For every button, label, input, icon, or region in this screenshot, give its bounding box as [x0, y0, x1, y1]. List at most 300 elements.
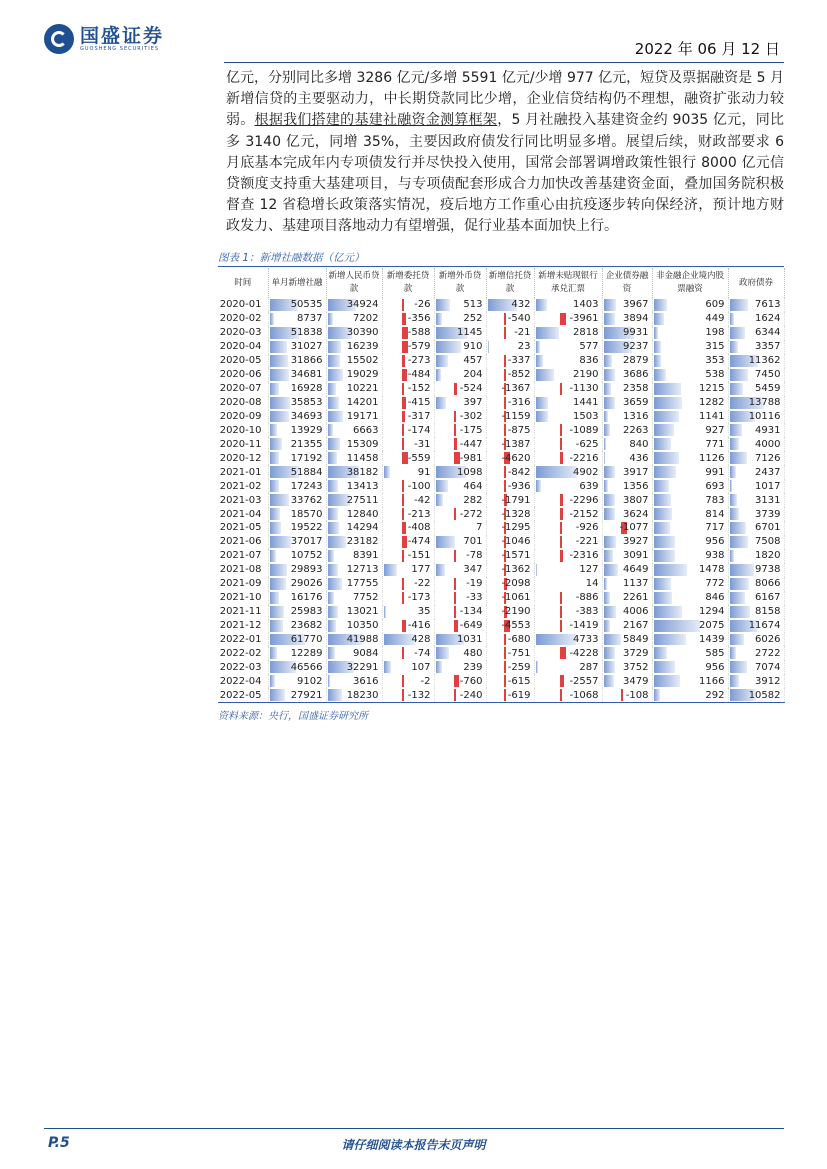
cell-value: 16239 [346, 341, 379, 353]
cell-value: 239 [463, 661, 483, 673]
cell-value: -484 [407, 369, 431, 381]
value-cell [652, 437, 728, 451]
cell-value: -1046 [501, 536, 531, 548]
cell-value: -152 [407, 383, 431, 395]
negative-data-bar [402, 675, 404, 687]
cell-value: 34681 [290, 369, 323, 381]
value-cell [486, 465, 534, 479]
data-bar [604, 620, 611, 632]
value-cell [486, 326, 534, 340]
cell-value: 449 [705, 313, 725, 325]
date-cell: 2022-05 [218, 688, 268, 702]
cell-value: 5849 [623, 633, 649, 645]
value-cell [434, 507, 486, 521]
value-cell [268, 465, 326, 479]
data-bar [654, 536, 675, 548]
negative-data-bar [402, 438, 404, 450]
value-cell [326, 465, 382, 479]
value-cell [652, 633, 728, 647]
data-bar [536, 369, 555, 381]
value-cell [534, 605, 602, 619]
date-cell: 2021-07 [218, 549, 268, 563]
data-bar [654, 564, 687, 576]
data-bar [270, 647, 277, 659]
column-header: 单月新增社融 [268, 268, 326, 298]
disclaimer-note: 请仔细阅读本报告末页声明 [341, 1138, 486, 1152]
cell-value: -852 [507, 369, 531, 381]
value-cell [434, 521, 486, 535]
value-cell [602, 382, 652, 396]
data-bar [730, 299, 749, 311]
value-cell [728, 563, 784, 577]
date-cell: 2021-01 [218, 465, 268, 479]
cell-value: -356 [407, 313, 431, 325]
negative-data-bar [402, 578, 404, 590]
table-row [218, 660, 784, 674]
cell-value: -317 [407, 410, 431, 422]
cell-value: 3131 [755, 494, 781, 506]
data-bar [536, 411, 549, 423]
value-cell [728, 368, 784, 382]
value-cell [268, 633, 326, 647]
negative-data-bar [504, 313, 506, 325]
data-bar [270, 452, 280, 464]
cell-value: 7508 [755, 536, 781, 548]
cell-value: 14 [585, 578, 599, 590]
cell-value: -1362 [501, 564, 531, 576]
cell-value: 8737 [297, 313, 323, 325]
data-bar [270, 369, 290, 381]
value-cell [602, 368, 652, 382]
cell-value: 31866 [290, 355, 323, 367]
cell-value: -1061 [501, 592, 531, 604]
cell-value: 956 [705, 536, 725, 548]
value-cell [652, 312, 728, 326]
value-cell [602, 423, 652, 437]
value-cell [652, 660, 728, 674]
value-cell [486, 340, 534, 354]
negative-data-bar [454, 508, 456, 520]
table-row [218, 605, 784, 619]
value-cell [652, 591, 728, 605]
cell-value: 7202 [353, 313, 379, 325]
negative-data-bar [402, 327, 408, 339]
data-bar [488, 341, 490, 353]
cell-value: 10116 [748, 410, 781, 422]
value-cell [534, 368, 602, 382]
negative-data-bar [560, 620, 562, 632]
table-row [218, 354, 784, 368]
cell-value: 3091 [623, 550, 649, 562]
negative-data-bar [454, 578, 456, 590]
value-cell [652, 563, 728, 577]
table-row [218, 326, 784, 340]
cell-value: -134 [459, 606, 483, 618]
data-bar [270, 438, 282, 450]
value-cell [268, 660, 326, 674]
date-cell: 2020-10 [218, 423, 268, 437]
value-cell [434, 326, 486, 340]
value-cell [534, 591, 602, 605]
cell-value: -875 [507, 424, 531, 436]
value-cell [486, 396, 534, 410]
data-bar [328, 355, 341, 367]
header-divider [224, 62, 784, 63]
value-cell [652, 619, 728, 633]
cell-value: 2263 [623, 424, 649, 436]
cell-value: 61770 [290, 633, 323, 645]
cell-value: 1137 [623, 578, 649, 590]
negative-data-bar [560, 550, 563, 562]
cell-value: 9084 [353, 647, 379, 659]
value-cell [434, 382, 486, 396]
negative-data-bar [454, 675, 459, 687]
value-cell [652, 674, 728, 688]
cell-value: -649 [459, 620, 483, 632]
cell-value: 3752 [623, 661, 649, 673]
value-cell [728, 423, 784, 437]
cell-value: 840 [629, 438, 649, 450]
cell-value: 17243 [290, 480, 323, 492]
cell-value: 6167 [755, 592, 781, 604]
cell-value: 783 [705, 494, 725, 506]
data-bar [328, 647, 335, 659]
value-cell [728, 465, 784, 479]
value-cell [326, 368, 382, 382]
cell-value: -588 [407, 327, 431, 339]
cell-value: 35853 [290, 397, 323, 409]
date-cell: 2020-04 [218, 340, 268, 354]
logo-text: 国盛证券 [80, 24, 165, 47]
value-cell [602, 479, 652, 493]
value-cell [326, 451, 382, 465]
value-cell [534, 619, 602, 633]
body-paragraph [226, 68, 784, 238]
value-cell [434, 368, 486, 382]
cell-value: 7126 [755, 452, 781, 464]
cell-value: 14294 [346, 522, 379, 534]
negative-data-bar [402, 647, 404, 659]
data-bar [730, 369, 748, 381]
cell-value: -240 [459, 689, 483, 701]
cell-value: -3961 [569, 313, 599, 325]
negative-data-bar [402, 299, 404, 311]
cell-value: -760 [459, 675, 483, 687]
data-bar [328, 383, 336, 395]
data-bar [604, 634, 622, 646]
cell-value: -74 [414, 647, 431, 659]
value-cell [602, 591, 652, 605]
value-cell [728, 312, 784, 326]
data-bar [604, 564, 618, 576]
cell-value: 19171 [346, 410, 379, 422]
data-bar [270, 341, 288, 353]
value-cell [602, 646, 652, 660]
table-row [218, 535, 784, 549]
date-cell: 2021-12 [218, 619, 268, 633]
cell-value: 701 [463, 536, 483, 548]
value-cell [434, 298, 486, 312]
cell-value: -1077 [619, 522, 649, 534]
table-row [218, 521, 784, 535]
value-cell [268, 410, 326, 424]
negative-data-bar [402, 341, 408, 353]
data-bar [604, 494, 616, 506]
data-bar [730, 494, 738, 506]
value-cell [486, 312, 534, 326]
data-bar [654, 327, 658, 339]
date-cell: 2020-11 [218, 437, 268, 451]
data-bar [730, 634, 745, 646]
value-cell [326, 437, 382, 451]
data-bar [536, 355, 543, 367]
data-bar [730, 661, 747, 673]
value-cell [652, 465, 728, 479]
data-bar [270, 606, 285, 618]
value-cell [326, 633, 382, 647]
value-cell [268, 382, 326, 396]
value-cell [486, 354, 534, 368]
value-cell [382, 423, 434, 437]
data-bar [654, 424, 675, 436]
cell-value: 252 [463, 313, 483, 325]
social-financing-table [218, 268, 785, 703]
company-logo [44, 24, 164, 54]
data-bar [270, 564, 287, 576]
value-cell [652, 354, 728, 368]
value-cell [326, 312, 382, 326]
cell-value: 3686 [623, 369, 649, 381]
value-cell [486, 437, 534, 451]
data-bar [604, 355, 613, 367]
cell-value: -579 [407, 341, 431, 353]
value-cell [326, 563, 382, 577]
data-bar [604, 438, 607, 450]
cell-value: 13788 [748, 397, 781, 409]
value-cell [326, 410, 382, 424]
value-cell [382, 354, 434, 368]
cell-value: 428 [411, 633, 431, 645]
value-cell [326, 423, 382, 437]
value-cell [486, 368, 534, 382]
data-bar [270, 383, 280, 395]
table-row [218, 382, 784, 396]
value-cell [652, 605, 728, 619]
cell-value: -416 [407, 620, 431, 632]
table-row [218, 396, 784, 410]
value-cell [382, 549, 434, 563]
value-cell [728, 354, 784, 368]
data-bar [604, 647, 615, 659]
cell-value: 5459 [755, 383, 781, 395]
table-row [218, 577, 784, 591]
data-bar [328, 313, 334, 325]
cell-value: -213 [407, 508, 431, 520]
value-cell [486, 619, 534, 633]
cell-value: -337 [507, 355, 531, 367]
data-bar [270, 355, 288, 367]
cell-value: 315 [705, 341, 725, 353]
cell-value: 814 [705, 508, 725, 520]
value-cell [602, 298, 652, 312]
cell-value: 1215 [699, 383, 725, 395]
cell-value: 1017 [755, 480, 781, 492]
data-bar [654, 355, 662, 367]
table-row [218, 493, 784, 507]
table-row [218, 674, 784, 688]
data-bar [436, 355, 449, 367]
logo-icon [44, 24, 74, 54]
value-cell [486, 535, 534, 549]
value-cell [326, 298, 382, 312]
cell-value: 513 [463, 299, 483, 311]
value-cell [268, 396, 326, 410]
cell-value: -19 [466, 578, 483, 590]
data-bar [730, 327, 746, 339]
value-cell [728, 410, 784, 424]
negative-data-bar [402, 689, 404, 701]
cell-value: 17755 [346, 578, 379, 590]
cell-value: -1328 [501, 508, 531, 520]
negative-data-bar [560, 383, 562, 395]
negative-data-bar [402, 508, 404, 520]
cell-value: 4931 [755, 424, 781, 436]
cell-value: 432 [511, 299, 531, 311]
cell-value: 292 [705, 689, 725, 701]
value-cell [486, 451, 534, 465]
value-cell [326, 605, 382, 619]
data-bar [436, 564, 446, 576]
data-bar [730, 675, 740, 687]
date-cell: 2020-06 [218, 368, 268, 382]
data-bar [654, 550, 675, 562]
negative-data-bar [454, 438, 457, 450]
negative-data-bar [402, 550, 404, 562]
value-cell [326, 382, 382, 396]
cell-value: 23182 [346, 536, 379, 548]
cell-value: -936 [507, 480, 531, 492]
table-row [218, 423, 784, 437]
negative-data-bar [504, 369, 506, 381]
cell-value: 50535 [290, 299, 323, 311]
cell-value: 21355 [290, 438, 323, 450]
data-bar [654, 397, 683, 409]
data-bar [730, 438, 740, 450]
column-header: 新增未贴现银行承兑汇票 [534, 268, 602, 298]
negative-data-bar [402, 383, 404, 395]
data-bar [328, 438, 340, 450]
data-bar [604, 508, 615, 520]
date-cell: 2022-03 [218, 660, 268, 674]
cell-value: 14201 [346, 397, 379, 409]
cell-value: 2879 [623, 355, 649, 367]
value-cell [534, 326, 602, 340]
cell-value: -1295 [501, 522, 531, 534]
cell-value: 23682 [290, 620, 323, 632]
negative-data-bar [402, 592, 404, 604]
cell-value: 1098 [457, 466, 483, 478]
value-cell [486, 382, 534, 396]
value-cell [382, 326, 434, 340]
value-cell [326, 479, 382, 493]
negative-data-bar [560, 452, 563, 464]
value-cell [382, 340, 434, 354]
cell-value: 3912 [755, 675, 781, 687]
value-cell [534, 507, 602, 521]
cell-value: -886 [575, 592, 599, 604]
cell-value: 1141 [699, 410, 725, 422]
value-cell [382, 465, 434, 479]
cell-value: -1159 [501, 410, 531, 422]
cell-value: 29893 [290, 564, 323, 576]
cell-value: -447 [459, 438, 483, 450]
value-cell [434, 437, 486, 451]
value-cell [728, 298, 784, 312]
cell-value: 107 [411, 661, 431, 673]
date-cell: 2020-03 [218, 326, 268, 340]
cell-value: 347 [463, 564, 483, 576]
cell-value: 18570 [290, 508, 323, 520]
value-cell [534, 633, 602, 647]
data-bar [730, 522, 747, 534]
negative-data-bar [560, 647, 566, 659]
data-bar [654, 480, 670, 492]
date-cell: 2021-03 [218, 493, 268, 507]
table-row [218, 619, 784, 633]
data-bar [328, 536, 347, 548]
data-bar [604, 313, 616, 325]
negative-data-bar [402, 620, 406, 632]
cell-value: -2 [420, 675, 431, 687]
data-bar [536, 634, 576, 646]
data-bar [604, 675, 615, 687]
negative-data-bar [504, 634, 506, 646]
cell-value: 2358 [623, 383, 649, 395]
value-cell [326, 646, 382, 660]
cell-value: -4553 [501, 620, 531, 632]
value-cell [534, 354, 602, 368]
cell-value: 10350 [346, 620, 379, 632]
cell-value: 1439 [699, 633, 725, 645]
cell-value: 609 [705, 299, 725, 311]
value-cell [728, 688, 784, 702]
value-cell [326, 493, 382, 507]
data-bar [328, 411, 344, 423]
value-cell [326, 688, 382, 702]
negative-data-bar [560, 606, 562, 618]
data-bar [604, 480, 608, 492]
table-row [218, 298, 784, 312]
value-cell [434, 674, 486, 688]
cell-value: 11458 [346, 452, 379, 464]
cell-value: -625 [575, 438, 599, 450]
cell-value: -100 [407, 480, 431, 492]
value-cell [728, 479, 784, 493]
negative-data-bar [560, 438, 562, 450]
data-bar [436, 397, 447, 409]
column-header: 政府债券 [728, 268, 784, 298]
data-bar [730, 480, 733, 492]
value-cell [382, 619, 434, 633]
cell-value: 2075 [699, 620, 725, 632]
cell-value: 10582 [748, 689, 781, 701]
cell-value: 16928 [290, 383, 323, 395]
negative-data-bar [560, 494, 563, 506]
value-cell [434, 605, 486, 619]
cell-value: 7752 [353, 592, 379, 604]
value-cell [486, 521, 534, 535]
cell-value: 480 [463, 647, 483, 659]
